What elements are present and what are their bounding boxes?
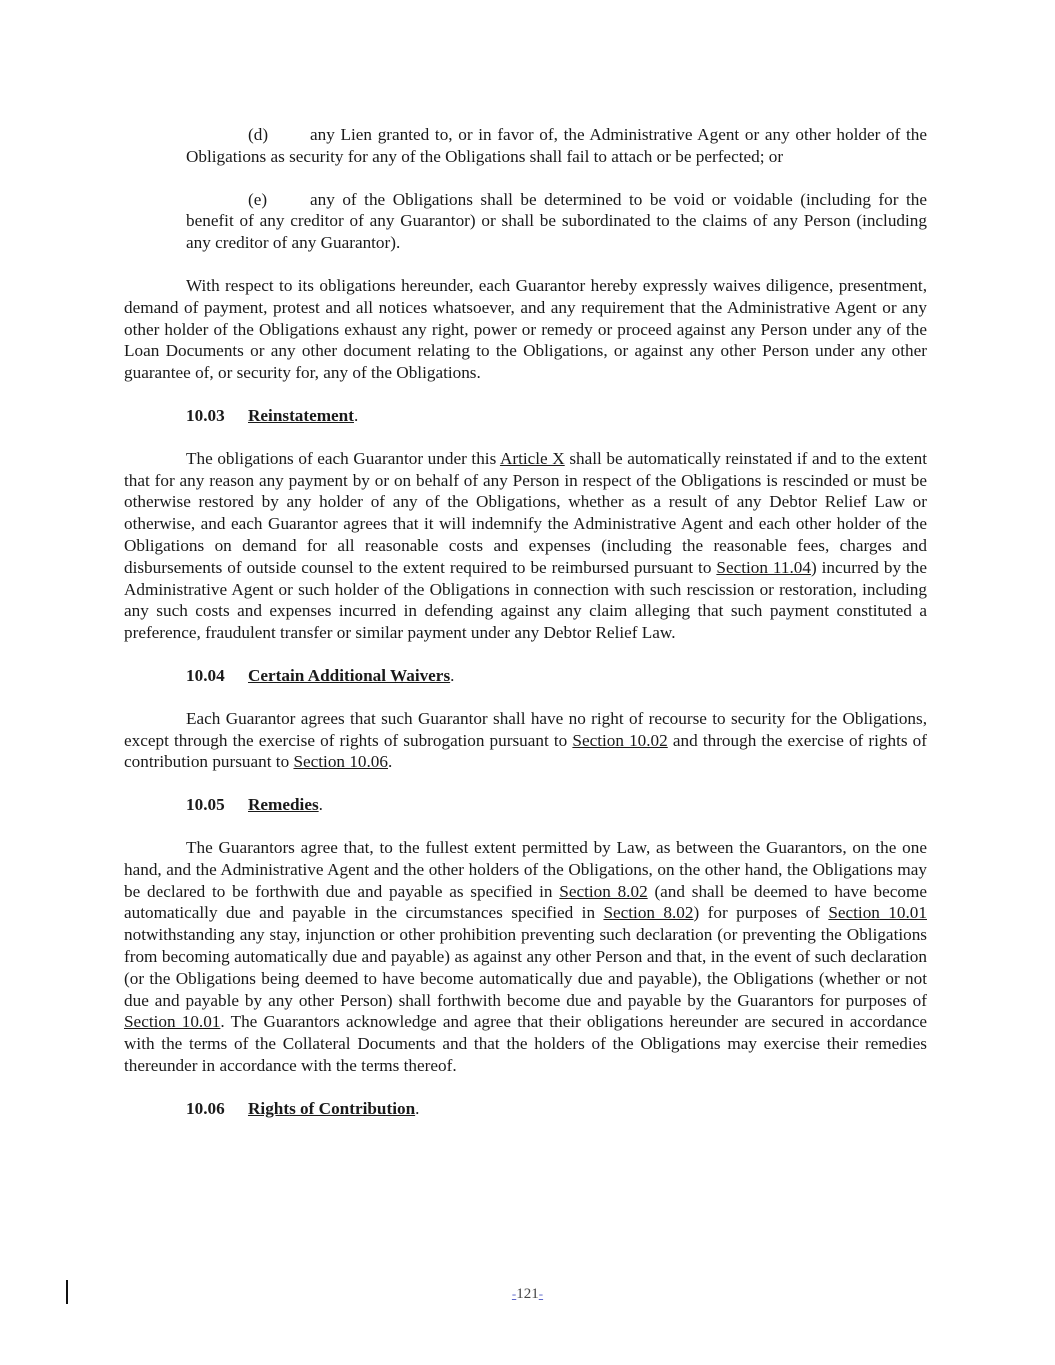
section-title: Rights of Contribution	[248, 1098, 416, 1118]
cross-reference: Section 8.02	[559, 881, 648, 901]
section-title: Remedies	[248, 795, 319, 815]
section-number: 10.03	[186, 405, 225, 425]
section-heading-10-03: 10.03 Reinstatement.	[186, 405, 359, 425]
footer-dash-right: -	[538, 1286, 544, 1301]
clause-e	[186, 189, 927, 254]
page-number: 121	[516, 1286, 539, 1302]
waiver-paragraph: With respect to its obligations hereunder, each Guarantor hereby expressly waives diligence, presentment, demand of payment, protest and all notices whatsoever, and any requirement that the Administrative Agent or any other holder of the Obligations exhaust any right, power or remedy or proceed against any Person under any of the Loan Documents or any other document relating to the Obligations, or against any other Person under any other guarantee of, or security for, any of the Obligations.	[124, 275, 927, 383]
section-number: 10.06	[186, 1098, 225, 1118]
section-number: 10.04	[186, 665, 225, 685]
clause-e-label: (e)	[248, 189, 268, 209]
section-title: Reinstatement	[248, 405, 354, 425]
page-footer	[0, 1286, 1055, 1303]
cross-reference: Section 10.06	[293, 752, 388, 772]
section-heading-10-04: 10.04 Certain Additional Waivers.	[186, 665, 455, 685]
cross-reference: Section 10.01	[124, 1012, 221, 1032]
additional-waivers-paragraph: Each Guarantor agrees that such Guarantor shall have no right of recourse to security for the Obligations, except through the exercise of rights of subrogation pursuant to Section 10.02 and through the exercise of rights of contribution pursuant to Section 10.06.	[124, 708, 927, 772]
section-heading-10-05: 10.05 Remedies.	[186, 795, 323, 815]
section-heading-10-06: 10.06 Rights of Contribution.	[186, 1098, 420, 1118]
cross-reference: Section 8.02	[603, 903, 694, 923]
section-title: Certain Additional Waivers	[248, 665, 451, 685]
clause-d-text: any Lien granted to, or in favor of, the Administrative Agent or any other holder of the Obligations as security for any of the Obligations shall fail to attach or be perfected; or	[186, 125, 927, 166]
document-page	[124, 124, 927, 1140]
clause-d	[186, 124, 927, 168]
cross-reference: Section 10.01	[828, 903, 927, 923]
section-number: 10.05	[186, 795, 225, 815]
cross-reference: Section 10.02	[572, 730, 668, 750]
clause-d-label: (d)	[248, 125, 269, 144]
cross-reference: Article X	[499, 448, 565, 468]
footer-dash-left: -	[511, 1286, 517, 1301]
remedies-paragraph: The Guarantors agree that, to the fullest extent permitted by Law, as between the Guarantors, on the one hand, and the Administrative Agent and the other holders of the Obligations, on the other hand, the Obligations may be declared to be forthwith due and payable as specified in Section 8.02 (and shall be deemed to have become automatically due and payable in the circumstances specified in Section 8.02) for purposes of Section 10.01 notwithstanding any stay, injunction or other prohibition preventing such declaration (or preventing the Obligations from becoming automatically due and payable) as against any other Person and that, in the event of such declaration (or the Obligations being deemed to have become automatically due and payable), the Obligations (whether or not due and payable by any other Person) shall forthwith become due and payable by the Guarantors for purposes of Section 10.01. The Guarantors acknowledge and agree that their obligations hereunder are secured in accordance with the terms of the Collateral Documents and that the holders of the Obligations may exercise their remedies thereunder in accordance with the terms thereof.	[124, 837, 927, 1075]
clause-e-text: any of the Obligations shall be determined to be void or voidable (including for the benefit of any creditor of any Guarantor) or shall be subordinated to the claims of any Person (including any creditor of any Guarantor).	[186, 189, 927, 253]
cross-reference: Section 11.04	[716, 557, 811, 577]
reinstatement-paragraph: The obligations of each Guarantor under this Article X shall be automatically reinstated if and to the extent that for any reason any payment by or on behalf of any Person in respect of the Obligations is rescinded or must be otherwise restored by any holder of any of the Obligations, whether as a result of any Debtor Relief Law or otherwise, and each Guarantor agrees that it will indemnify the Administrative Agent and each other holder of the Obligations on demand for all reasonable costs and expenses (including the reasonable fees, charges and disbursements of outside counsel to the extent required to be reimbursed pursuant to Section 11.04) incurred by the Administrative Agent or such holder of the Obligations in connection with such rescission or restoration, including any such costs and expenses incurred in defending against any claim alleging that such payment constituted a preference, fraudulent transfer or similar payment under any Debtor Relief Law.	[124, 448, 928, 643]
